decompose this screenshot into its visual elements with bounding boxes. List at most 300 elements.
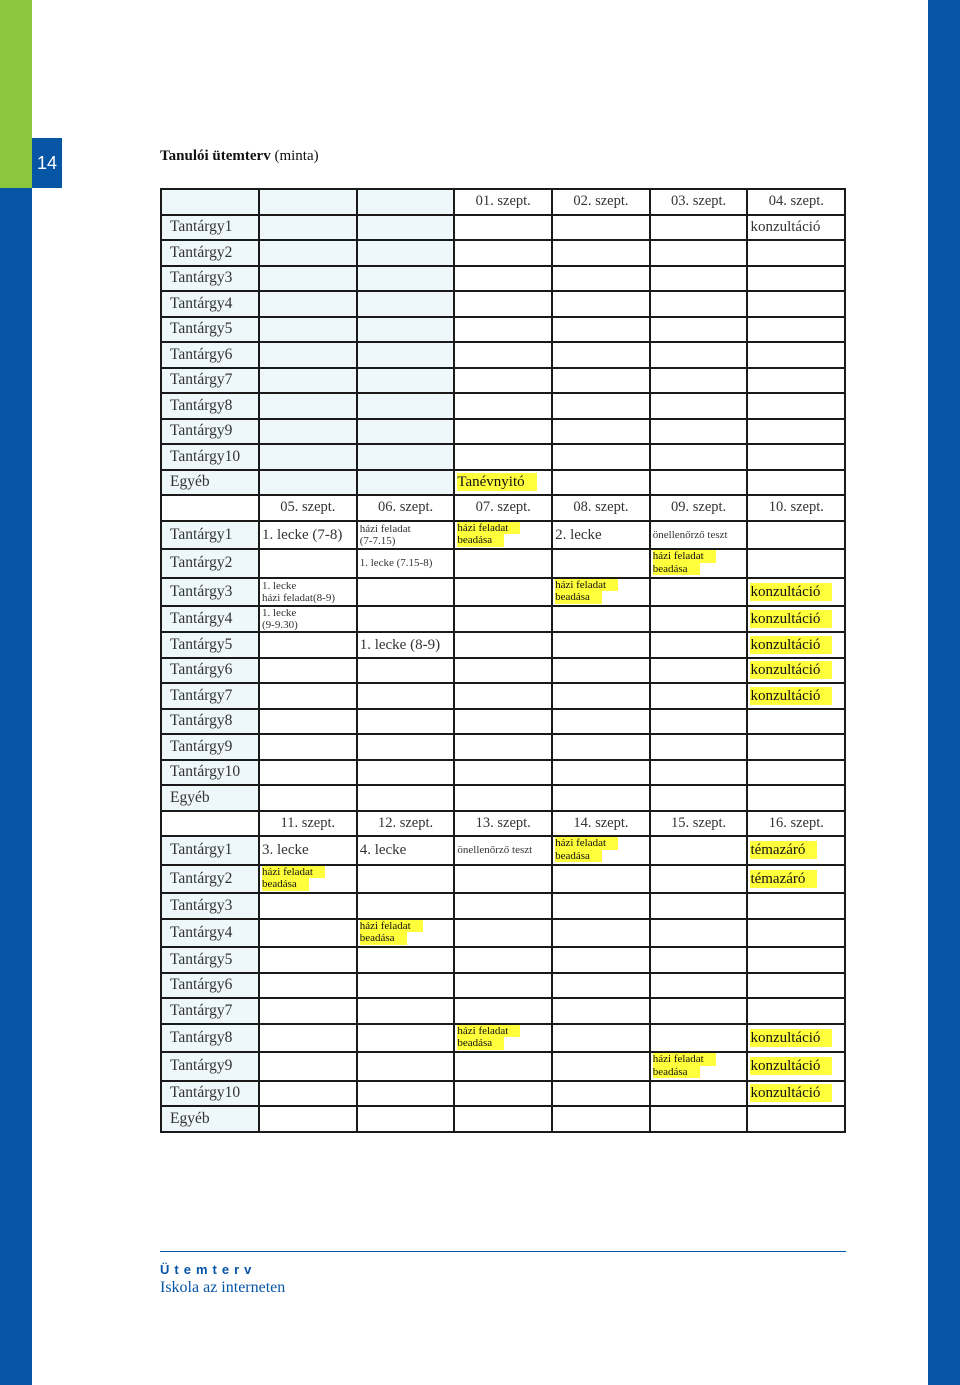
- schedule-cell: [357, 709, 455, 735]
- schedule-cell: [259, 549, 357, 578]
- schedule-cell: [747, 1052, 845, 1081]
- highlighted-line: házi feladat: [457, 522, 520, 535]
- schedule-cell: [552, 1081, 650, 1107]
- date-header: 16. szept.: [747, 811, 845, 837]
- schedule-cell: [454, 215, 552, 241]
- schedule-cell: [650, 368, 748, 394]
- schedule-cell: [650, 919, 748, 948]
- schedule-cell: [454, 1106, 552, 1132]
- date-header-row: [161, 189, 845, 215]
- schedule-cell: [747, 393, 845, 419]
- highlighted-line: beadása: [360, 932, 407, 945]
- schedule-cell: [259, 632, 357, 658]
- highlighted-line: házi feladat: [457, 1025, 520, 1038]
- schedule-cell: [650, 606, 748, 632]
- schedule-cell: [552, 368, 650, 394]
- small-entry: (7-7.15): [359, 534, 396, 547]
- schedule-cell: [650, 240, 748, 266]
- schedule-cell: [552, 919, 650, 948]
- footer-subtitle: Iskola az interneten: [160, 1279, 286, 1296]
- schedule-cell: [747, 606, 845, 632]
- subject-label: Tantárgy6: [161, 973, 259, 999]
- schedule-cell: [552, 709, 650, 735]
- header-corner: [161, 189, 259, 215]
- schedule-cell: [454, 240, 552, 266]
- schedule-cell: [552, 1024, 650, 1053]
- schedule-cell: [259, 658, 357, 684]
- date-header: 04. szept.: [747, 189, 845, 215]
- schedule-cell: [357, 1024, 455, 1053]
- schedule-cell: [454, 578, 552, 607]
- header-corner: [161, 495, 259, 521]
- schedule-cell: [259, 578, 357, 607]
- schedule-cell: [747, 240, 845, 266]
- date-header: 07. szept.: [454, 495, 552, 521]
- subject-label: Tantárgy7: [161, 998, 259, 1024]
- schedule-cell: [357, 973, 455, 999]
- schedule-cell: [747, 419, 845, 445]
- date-header: 08. szept.: [552, 495, 650, 521]
- date-header: 14. szept.: [552, 811, 650, 837]
- small-entry: 1. lecke: [262, 579, 297, 592]
- schedule-cell: [552, 266, 650, 292]
- highlighted-line: házi feladat: [555, 837, 618, 850]
- schedule-cell: [259, 760, 357, 786]
- highlighted-line: beadása: [653, 1066, 700, 1079]
- schedule-cell: [552, 240, 650, 266]
- schedule-cell: [552, 893, 650, 919]
- schedule-cell: [259, 919, 357, 948]
- subject-label: Egyéb: [161, 1106, 259, 1132]
- date-header: 06. szept.: [357, 495, 455, 521]
- schedule-cell: [259, 683, 357, 709]
- highlighted-line: házi feladat: [653, 1053, 716, 1066]
- schedule-cell: [454, 1024, 552, 1053]
- schedule-cell: [650, 760, 748, 786]
- schedule-cell: [259, 998, 357, 1024]
- entry-text: 4. lecke: [359, 842, 407, 859]
- schedule-cell: [357, 1081, 455, 1107]
- highlighted-line: beadása: [457, 534, 504, 547]
- schedule-cell: [650, 836, 748, 865]
- schedule-cell: [650, 865, 748, 894]
- schedule-cell: [552, 1052, 650, 1081]
- schedule-cell: [650, 266, 748, 292]
- schedule-row: [161, 578, 845, 607]
- highlighted-line: beadása: [555, 850, 602, 863]
- date-header: [357, 189, 455, 215]
- schedule-cell: [747, 998, 845, 1024]
- schedule-cell: [650, 893, 748, 919]
- date-header-row: [161, 495, 845, 521]
- schedule-cell: [259, 1106, 357, 1132]
- schedule-cell: [357, 419, 455, 445]
- small-entry: önellenőrző teszt: [652, 528, 728, 541]
- highlighted-entry: témazáró: [750, 841, 817, 859]
- schedule-cell: [454, 947, 552, 973]
- schedule-cell: [650, 1106, 748, 1132]
- schedule-cell: [552, 998, 650, 1024]
- schedule-cell: [552, 865, 650, 894]
- footer-rule: [160, 1251, 846, 1252]
- schedule-cell: [454, 470, 552, 496]
- schedule-cell: [552, 658, 650, 684]
- subject-label: Tantárgy4: [161, 919, 259, 948]
- date-header: 03. szept.: [650, 189, 748, 215]
- schedule-cell: [650, 709, 748, 735]
- schedule-row: [161, 266, 845, 292]
- subject-label: Tantárgy7: [161, 368, 259, 394]
- subject-label: Egyéb: [161, 785, 259, 811]
- schedule-row: [161, 973, 845, 999]
- schedule-cell: [650, 973, 748, 999]
- schedule-cell: [357, 1052, 455, 1081]
- subject-label: Tantárgy2: [161, 865, 259, 894]
- schedule-cell: [747, 947, 845, 973]
- schedule-cell: [259, 521, 357, 550]
- schedule-cell: [259, 947, 357, 973]
- schedule-cell: [454, 1081, 552, 1107]
- highlighted-entry: konzultáció: [750, 610, 832, 628]
- schedule-row: [161, 1081, 845, 1107]
- subject-label: Tantárgy10: [161, 1081, 259, 1107]
- schedule-row: [161, 606, 845, 632]
- highlighted-line: beadása: [555, 591, 602, 604]
- highlighted-small-entry: [555, 837, 618, 862]
- schedule-cell: [357, 1106, 455, 1132]
- schedule-cell: [357, 785, 455, 811]
- highlighted-entry: konzultáció: [750, 583, 832, 601]
- schedule-cell: [650, 734, 748, 760]
- schedule-cell: [259, 709, 357, 735]
- subject-label: Tantárgy2: [161, 549, 259, 578]
- subject-label: Tantárgy8: [161, 393, 259, 419]
- schedule-cell: [747, 836, 845, 865]
- schedule-cell: [454, 317, 552, 343]
- schedule-cell: [650, 470, 748, 496]
- schedule-cell: [259, 973, 357, 999]
- highlighted-entry: Tanévnyitó: [457, 473, 536, 491]
- schedule-cell: [357, 734, 455, 760]
- schedule-cell: [552, 1106, 650, 1132]
- subject-label: Tantárgy8: [161, 709, 259, 735]
- schedule-cell: [552, 470, 650, 496]
- date-header: 11. szept.: [259, 811, 357, 837]
- schedule-cell: [747, 368, 845, 394]
- schedule-cell: [454, 632, 552, 658]
- schedule-row: [161, 342, 845, 368]
- schedule-cell: [357, 836, 455, 865]
- schedule-cell: [650, 658, 748, 684]
- schedule-cell: [747, 266, 845, 292]
- schedule-cell: [259, 215, 357, 241]
- schedule-cell: [454, 865, 552, 894]
- schedule-row: [161, 836, 845, 865]
- left-blue-band: [0, 0, 32, 1385]
- schedule-cell: [650, 549, 748, 578]
- schedule-cell: [259, 419, 357, 445]
- date-header: 10. szept.: [747, 495, 845, 521]
- schedule-cell: [454, 919, 552, 948]
- subject-label: Tantárgy1: [161, 521, 259, 550]
- highlighted-entry: konzultáció: [750, 1057, 832, 1075]
- schedule-cell: [747, 919, 845, 948]
- schedule-cell: [650, 947, 748, 973]
- schedule-cell: [454, 734, 552, 760]
- schedule-cell: [454, 606, 552, 632]
- subject-label: Tantárgy8: [161, 1024, 259, 1053]
- schedule-row: [161, 291, 845, 317]
- schedule-cell: [357, 893, 455, 919]
- schedule-cell: [747, 893, 845, 919]
- schedule-cell: [454, 893, 552, 919]
- schedule-cell: [552, 683, 650, 709]
- schedule-cell: [357, 606, 455, 632]
- schedule-row: [161, 215, 845, 241]
- schedule-row: [161, 393, 845, 419]
- subject-label: Tantárgy4: [161, 291, 259, 317]
- entry-text: 1. lecke (7-8): [262, 526, 343, 543]
- schedule-cell: [454, 760, 552, 786]
- entry-text: 1. lecke (8-9): [359, 636, 441, 653]
- schedule-cell: [747, 1081, 845, 1107]
- date-header: 13. szept.: [454, 811, 552, 837]
- schedule-row: [161, 521, 845, 550]
- schedule-cell: [747, 1024, 845, 1053]
- schedule-cell: [650, 683, 748, 709]
- schedule-cell: [552, 342, 650, 368]
- schedule-cell: [259, 785, 357, 811]
- schedule-cell: [259, 836, 357, 865]
- schedule-cell: [552, 549, 650, 578]
- highlighted-small-entry: [360, 920, 423, 945]
- subject-label: Tantárgy9: [161, 734, 259, 760]
- entry-text: 2. lecke: [555, 526, 602, 543]
- schedule-cell: [650, 785, 748, 811]
- schedule-cell: [454, 368, 552, 394]
- schedule-cell: [747, 342, 845, 368]
- subject-label: Tantárgy9: [161, 419, 259, 445]
- schedule-cell: [357, 470, 455, 496]
- schedule-cell: [357, 444, 455, 470]
- schedule-row: [161, 734, 845, 760]
- schedule-cell: [454, 709, 552, 735]
- schedule-cell: [454, 419, 552, 445]
- schedule-cell: [357, 521, 455, 550]
- subject-label: Tantárgy3: [161, 266, 259, 292]
- schedule-cell: [552, 973, 650, 999]
- subject-label: Egyéb: [161, 470, 259, 496]
- schedule-cell: [357, 317, 455, 343]
- subject-label: Tantárgy7: [161, 683, 259, 709]
- schedule-cell: [650, 291, 748, 317]
- schedule-cell: [747, 521, 845, 550]
- schedule-cell: [259, 1052, 357, 1081]
- schedule-cell: [650, 393, 748, 419]
- schedule-cell: [650, 632, 748, 658]
- schedule-cell: [650, 342, 748, 368]
- schedule-cell: [357, 549, 455, 578]
- entry-text: konzultáció: [750, 219, 821, 236]
- subject-label: Tantárgy5: [161, 317, 259, 343]
- schedule-cell: [454, 683, 552, 709]
- schedule-row: [161, 444, 845, 470]
- schedule-cell: [747, 470, 845, 496]
- schedule-cell: [454, 342, 552, 368]
- schedule-cell: [259, 342, 357, 368]
- schedule-cell: [650, 1081, 748, 1107]
- schedule-cell: [259, 865, 357, 894]
- schedule-cell: [747, 215, 845, 241]
- schedule-cell: [552, 734, 650, 760]
- schedule-cell: [552, 317, 650, 343]
- schedule-cell: [357, 998, 455, 1024]
- schedule-cell: [259, 1024, 357, 1053]
- schedule-cell: [552, 393, 650, 419]
- schedule-row: [161, 709, 845, 735]
- subject-label: Tantárgy5: [161, 947, 259, 973]
- schedule-cell: [552, 632, 650, 658]
- schedule-cell: [454, 998, 552, 1024]
- subject-label: Tantárgy2: [161, 240, 259, 266]
- schedule-row: [161, 658, 845, 684]
- subject-label: Tantárgy3: [161, 893, 259, 919]
- schedule-cell: [357, 760, 455, 786]
- schedule-cell: [552, 836, 650, 865]
- highlighted-line: házi feladat: [653, 550, 716, 563]
- schedule-cell: [650, 998, 748, 1024]
- schedule-row: [161, 470, 845, 496]
- highlighted-line: beadása: [262, 878, 309, 891]
- date-header: 12. szept.: [357, 811, 455, 837]
- subject-label: Tantárgy1: [161, 215, 259, 241]
- page-number: 14: [32, 138, 62, 188]
- schedule-cell: [454, 658, 552, 684]
- schedule-cell: [650, 444, 748, 470]
- highlighted-line: házi feladat: [360, 920, 423, 933]
- schedule-cell: [259, 240, 357, 266]
- schedule-table: [160, 188, 846, 1133]
- highlighted-small-entry: [262, 866, 325, 891]
- schedule-cell: [357, 368, 455, 394]
- schedule-cell: [259, 444, 357, 470]
- highlighted-entry: konzultáció: [750, 661, 832, 679]
- schedule-cell: [552, 606, 650, 632]
- schedule-row: [161, 419, 845, 445]
- schedule-cell: [747, 973, 845, 999]
- schedule-cell: [454, 836, 552, 865]
- date-header: 09. szept.: [650, 495, 748, 521]
- highlighted-entry: konzultáció: [750, 636, 832, 654]
- subject-label: Tantárgy3: [161, 578, 259, 607]
- schedule-cell: [454, 521, 552, 550]
- highlighted-small-entry: [457, 522, 520, 547]
- schedule-row: [161, 240, 845, 266]
- schedule-cell: [747, 1106, 845, 1132]
- highlighted-line: házi feladat: [555, 579, 618, 592]
- schedule-cell: [357, 658, 455, 684]
- highlighted-small-entry: [555, 579, 618, 604]
- highlighted-entry: konzultáció: [750, 687, 832, 705]
- schedule-cell: [747, 760, 845, 786]
- schedule-cell: [747, 549, 845, 578]
- date-header: [259, 189, 357, 215]
- schedule-cell: [259, 317, 357, 343]
- schedule-row: [161, 549, 845, 578]
- schedule-cell: [552, 419, 650, 445]
- highlighted-line: beadása: [653, 563, 700, 576]
- schedule-cell: [357, 291, 455, 317]
- schedule-cell: [747, 578, 845, 607]
- schedule-cell: [747, 709, 845, 735]
- schedule-cell: [552, 760, 650, 786]
- schedule-row: [161, 1052, 845, 1081]
- subject-label: Tantárgy1: [161, 836, 259, 865]
- schedule-cell: [259, 893, 357, 919]
- highlighted-entry: konzultáció: [750, 1084, 832, 1102]
- schedule-cell: [357, 215, 455, 241]
- schedule-cell: [747, 291, 845, 317]
- schedule-cell: [747, 317, 845, 343]
- schedule-cell: [552, 444, 650, 470]
- small-entry: 1. lecke (7.15-8): [359, 557, 433, 570]
- schedule-cell: [454, 549, 552, 578]
- subject-label: Tantárgy6: [161, 342, 259, 368]
- schedule-cell: [259, 1081, 357, 1107]
- schedule-cell: [357, 947, 455, 973]
- highlighted-line: beadása: [457, 1037, 504, 1050]
- schedule-cell: [650, 1024, 748, 1053]
- right-blue-band: [928, 0, 960, 1385]
- schedule-cell: [259, 470, 357, 496]
- schedule-cell: [454, 266, 552, 292]
- date-header-row: [161, 811, 845, 837]
- highlighted-line: házi feladat: [262, 866, 325, 879]
- schedule-row: [161, 1106, 845, 1132]
- subject-label: Tantárgy5: [161, 632, 259, 658]
- schedule-cell: [454, 291, 552, 317]
- schedule-cell: [259, 606, 357, 632]
- date-header: 01. szept.: [454, 189, 552, 215]
- schedule-row: [161, 317, 845, 343]
- schedule-cell: [747, 734, 845, 760]
- schedule-cell: [357, 919, 455, 948]
- schedule-row: [161, 683, 845, 709]
- schedule-row: [161, 893, 845, 919]
- highlighted-entry: konzultáció: [750, 1029, 832, 1047]
- schedule-cell: [357, 632, 455, 658]
- schedule-cell: [357, 578, 455, 607]
- left-green-band: [0, 0, 32, 188]
- subject-label: Tantárgy4: [161, 606, 259, 632]
- schedule-cell: [650, 317, 748, 343]
- schedule-cell: [552, 785, 650, 811]
- highlighted-entry: témazáró: [750, 870, 817, 888]
- schedule-cell: [454, 973, 552, 999]
- highlighted-small-entry: [653, 1053, 716, 1078]
- schedule-cell: [650, 521, 748, 550]
- footer-title: Ütemterv: [160, 1262, 257, 1277]
- schedule-cell: [747, 865, 845, 894]
- header-corner: [161, 811, 259, 837]
- schedule-cell: [454, 785, 552, 811]
- schedule-cell: [552, 947, 650, 973]
- schedule-cell: [747, 785, 845, 811]
- schedule-cell: [747, 658, 845, 684]
- schedule-cell: [747, 683, 845, 709]
- small-entry: házi feladat(8-9): [262, 591, 335, 604]
- date-header: 02. szept.: [552, 189, 650, 215]
